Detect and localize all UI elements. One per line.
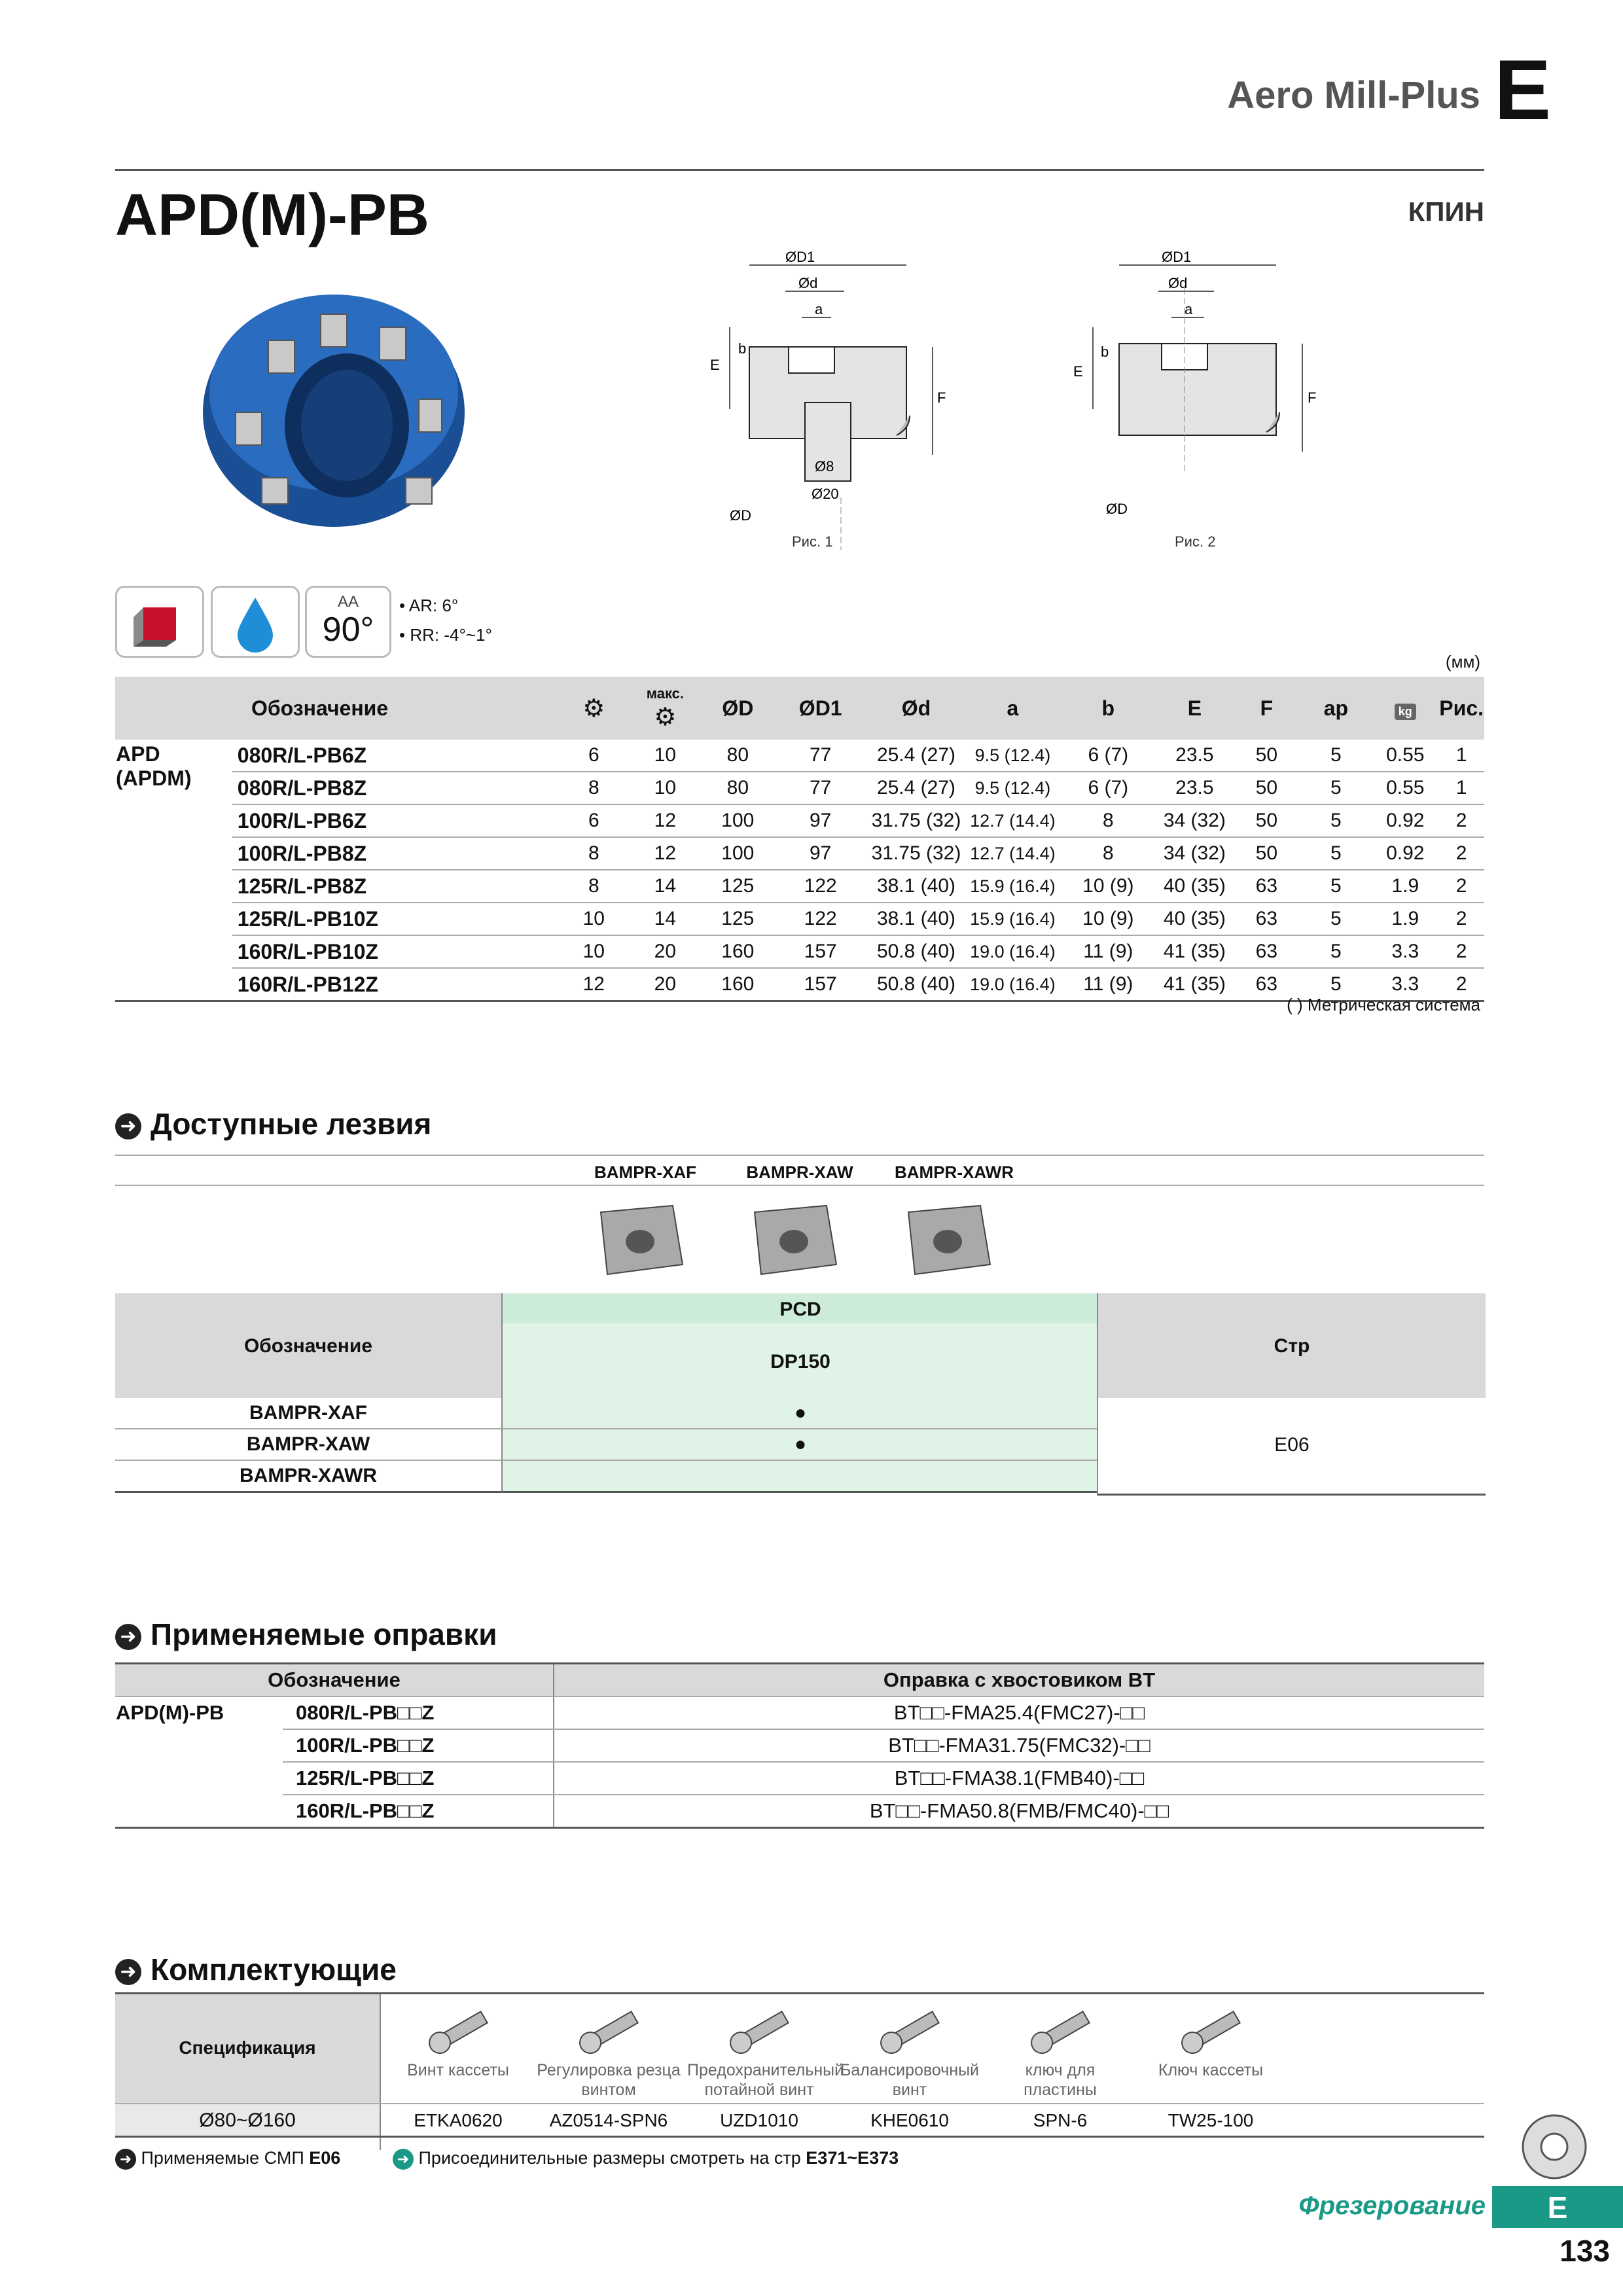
header-designation: Обозначение [115,677,524,740]
value-cell: 34 (32) [1156,837,1234,870]
blade-name-2: BAMPR-XAW [746,1162,853,1182]
value-cell: 8 [1060,804,1156,837]
value-cell: 0.92 [1372,837,1438,870]
accessory-code: KHE0610 [870,2110,949,2130]
blades-divider [115,1155,1484,1156]
section-letter: E [1494,42,1551,137]
value-cell: 1 [1438,740,1484,772]
value-cell: 8 [559,870,628,903]
blade-image-1 [601,1206,683,1274]
value-cell: 2 [1438,870,1484,903]
series-title: Aero Mill-Plus [1227,74,1480,117]
arbors-section-title [115,1617,497,1652]
accessory-label [687,2060,844,2100]
value-cell: 5 [1300,772,1372,804]
fig2-b-label: b [1101,344,1109,360]
footer-letter-tab [1492,2186,1623,2228]
blade-name-3: BAMPR-XAWR [895,1162,1014,1182]
accessories-spec-header: Спецификация [179,2037,316,2058]
value-cell: 34 (32) [1156,804,1234,837]
accessory-label-line2: потайной винт [704,2081,814,2099]
value-cell: 31.75 (32) [867,837,965,870]
accessory-label-line1: ключ для пластины [1024,2061,1097,2099]
value-cell: 2 [1438,804,1484,837]
value-cell: 10 [628,740,702,772]
balance-screw-icon [874,2004,952,2056]
arbors-header-holder: Оправка с хвостовиком BT [554,1664,1484,1697]
value-cell: 38.1 (40) [867,903,965,935]
accessories-title-text: Комплектующие [151,1952,397,1986]
value-cell: 97 [774,837,867,870]
cutter-thumbnail-icon [1518,2111,1590,2183]
fig2-E-label: E [1073,363,1083,380]
gear-icon: ⚙ [582,694,605,723]
value-cell: 0.92 [1372,804,1438,837]
value-cell: 9.5 (12.4) [965,772,1060,804]
arbor-holder: BT□□-FMA38.1(FMB40)-□□ [554,1762,1484,1795]
value-cell: 20 [628,968,702,1001]
accessory-label [838,2060,982,2100]
brand-label: КПИН [1408,196,1484,227]
arbor-designation: 160R/L-PB□□Z [283,1795,554,1828]
accessory-code: SPN-6 [1033,2110,1088,2130]
cutter-image [190,268,478,543]
fig1-D1-label: ØD1 [785,249,815,265]
accessory-label [988,2060,1132,2100]
value-cell: 63 [1233,903,1300,935]
figure-1-drawing [681,249,955,556]
group-label-line1: APD [116,742,160,766]
fig1-d8-label: Ø8 [815,458,834,475]
value-cell: 15.9 (16.4) [965,870,1060,903]
material-icon [115,586,204,658]
value-cell: 23.5 [1156,740,1234,772]
table-row [115,935,1484,968]
value-cell: 2 [1438,935,1484,968]
accessory-label [386,2060,530,2080]
value-cell: 12 [628,837,702,870]
value-cell: 9.5 (12.4) [965,740,1060,772]
value-cell: 20 [628,935,702,968]
accessory-label-line2: винт [892,2081,927,2099]
header-D1: ØD1 [774,677,867,740]
blade-images [568,1193,1031,1291]
value-cell: 5 [1300,935,1372,968]
aa-label: AA [337,593,359,611]
value-cell: 5 [1300,903,1372,935]
header-a: a [965,677,1060,740]
value-cell: 6 (7) [1060,740,1156,772]
page-header: Стр [1274,1335,1310,1357]
arbor-holder: BT□□-FMA25.4(FMC27)-□□ [554,1696,1484,1729]
arbor-designation: 080R/L-PB□□Z [283,1696,554,1729]
page-ref-cell [1097,1398,1486,1496]
accessory-label-line1: Винт кассеты [407,2061,509,2079]
accessory-label-line1: Балансировочный [840,2061,979,2079]
table-row [115,740,1484,772]
designation-cell: 080R/L-PB6Z [232,740,560,772]
table-row [115,1696,1484,1729]
accessory-code: TW25-100 [1168,2110,1254,2130]
value-cell: 12 [559,968,628,1001]
radial-rake: • RR: -4°~1° [399,625,492,645]
value-cell: 122 [774,870,867,903]
value-cell: 157 [774,935,867,968]
designation-cell: 125R/L-PB10Z [232,903,560,935]
value-cell: 125 [702,903,774,935]
page-ref: E06 [1274,1434,1310,1456]
table-row [115,1762,1484,1795]
value-cell: 41 (35) [1156,968,1234,1001]
value-cell: 19.0 (16.4) [965,968,1060,1001]
value-cell: 50.8 (40) [867,935,965,968]
accessory-code: ETKA0620 [414,2110,503,2130]
arbors-header-row [115,1664,1484,1697]
table-row [115,772,1484,804]
page-header-cell [1097,1293,1486,1398]
unit-label: (мм) [1445,652,1480,672]
designation-cell: 125R/L-PB8Z [232,870,560,903]
header-d: Ød [867,677,965,740]
arbor-holder: BT□□-FMA31.75(FMC32)-□□ [554,1729,1484,1762]
value-cell: 77 [774,740,867,772]
header-b: b [1060,677,1156,740]
blades-section-title [115,1106,431,1141]
main-spec-table [115,677,1484,1002]
accessory-label-line1: Регулировка резца [537,2061,681,2079]
group-label [115,740,232,1001]
arbor-designation: 100R/L-PB□□Z [283,1729,554,1762]
value-cell: 2 [1438,837,1484,870]
axial-rake: • AR: 6° [399,596,459,615]
value-cell: 12 [628,804,702,837]
pcd-header-cell [501,1293,1098,1323]
fig1-caption: Рис. 1 [792,533,833,550]
value-cell: 50 [1233,804,1300,837]
table-row [115,1795,1484,1828]
table-row [115,804,1484,837]
value-cell: 19.0 (16.4) [965,935,1060,968]
value-cell: 10 [628,772,702,804]
arbor-holder: BT□□-FMA50.8(FMB/FMC40)-□□ [554,1795,1484,1828]
table-row [115,968,1484,1001]
value-cell: 157 [774,968,867,1001]
designation-cell: 080R/L-PB8Z [232,772,560,804]
grade-header: DP150 [770,1351,830,1372]
arbors-header-designation: Обозначение [115,1664,554,1697]
value-cell: 6 [559,804,628,837]
value-cell: 25.4 (27) [867,772,965,804]
arbor-designation: 125R/L-PB□□Z [283,1762,554,1795]
max-label: макс. [646,685,685,702]
header-ap: ap [1300,677,1372,740]
value-cell: 8 [559,837,628,870]
spindle-icon: ⚙ [654,703,677,731]
accessories-section-title [115,1952,397,1987]
designation-cell: 100R/L-PB6Z [232,804,560,837]
designation-cell: 160R/L-PB12Z [232,968,560,1001]
blade-name-1: BAMPR-XAF [594,1162,696,1182]
smp-note [115,2148,340,2170]
table-row [115,837,1484,870]
value-cell: 50.8 (40) [867,968,965,1001]
value-cell: 5 [1300,870,1372,903]
connection-note [393,2148,899,2170]
value-cell: 5 [1300,837,1372,870]
value-cell: 23.5 [1156,772,1234,804]
fig1-D-label: ØD [730,507,751,524]
value-cell: 50 [1233,740,1300,772]
value-cell: 5 [1300,740,1372,772]
blade-row-name: BAMPR-XAW [115,1429,501,1461]
connection-label: Присоединительные размеры смотреть на стр [418,2148,801,2168]
page-title: APD(M)-PB [115,183,429,248]
value-cell: 63 [1233,870,1300,903]
accessory-label-line1: Ключ кассеты [1158,2061,1264,2079]
table-row [115,903,1484,935]
value-cell: 15.9 (16.4) [965,903,1060,935]
fig1-d-label: Ød [798,275,818,291]
blade-row-availability: ● [501,1398,1098,1429]
value-cell: 5 [1300,804,1372,837]
accessory-label [1139,2060,1283,2080]
value-cell: 80 [702,740,774,772]
value-cell: 3.3 [1372,968,1438,1001]
accessory-code: UZD1010 [720,2110,798,2130]
accessory-label-line2: винтом [581,2081,636,2099]
blade-row-name: BAMPR-XAWR [115,1461,501,1493]
adjust-screw-icon [573,2004,651,2056]
header-max-rpm [628,677,702,740]
blades-divider-2 [115,1185,1484,1186]
fig2-d-label: Ød [1168,275,1188,291]
table-row [115,870,1484,903]
value-cell: 77 [774,772,867,804]
value-cell: 41 (35) [1156,935,1234,968]
approach-angle-box [305,586,391,658]
value-cell: 5 [1300,968,1372,1001]
value-cell: 6 [559,740,628,772]
value-cell: 50 [1233,837,1300,870]
accessory-label-line1: Предохранительный [687,2061,844,2079]
value-cell: 122 [774,903,867,935]
value-cell: 10 [559,935,628,968]
arrow-icon: ➜ [393,2149,414,2170]
value-cell: 50 [1233,772,1300,804]
value-cell: 100 [702,837,774,870]
fig2-D1-label: ØD1 [1162,249,1192,265]
fig1-E-label: E [710,357,720,373]
fig2-a-label: a [1185,301,1193,317]
blades-header-designation-cell [115,1293,501,1398]
value-cell: 2 [1438,968,1484,1001]
blade-row-availability [501,1461,1098,1493]
value-cell: 11 (9) [1060,935,1156,968]
header-E: E [1156,677,1234,740]
blade-image-2 [755,1206,836,1274]
blade-image-3 [908,1206,990,1274]
smp-label: Применяемые СМП [141,2148,304,2168]
value-cell: 10 (9) [1060,870,1156,903]
value-cell: 63 [1233,968,1300,1001]
header-divider [115,169,1484,171]
designation-cell: 160R/L-PB10Z [232,935,560,968]
screw-icon [422,2004,501,2056]
metric-footnote: ( ) Метрическая система [1287,995,1480,1014]
connection-ref[interactable]: E371~E373 [806,2148,899,2168]
wrench-icon [1024,2004,1103,2056]
value-cell: 125 [702,870,774,903]
accessory-code: AZ0514-SPN6 [549,2110,668,2130]
value-cell: 80 [702,772,774,804]
footer-category: Фрезерование [1298,2191,1486,2220]
value-cell: 38.1 (40) [867,870,965,903]
arrow-icon: ➜ [115,1624,141,1650]
value-cell: 160 [702,935,774,968]
value-cell: 25.4 (27) [867,740,965,772]
value-cell: 8 [1060,837,1156,870]
weight-icon: kg [1395,704,1416,720]
pcd-header: PCD [779,1299,821,1320]
arbors-table [115,1662,1484,1829]
accessory-label [537,2060,681,2100]
value-cell: 0.55 [1372,772,1438,804]
fig1-a-label: a [815,301,823,317]
accessories-col-divider [380,1994,381,2150]
table-row [115,1729,1484,1762]
value-cell: 1.9 [1372,903,1438,935]
value-cell: 14 [628,870,702,903]
figure-2-drawing [1060,249,1335,556]
value-cell: 31.75 (32) [867,804,965,837]
table-header-row [115,677,1484,740]
accessories-spec-cell [115,1994,380,2103]
arbor-group-label: APD(M)-PB [115,1696,283,1828]
value-cell: 10 (9) [1060,903,1156,935]
header-F: F [1233,677,1300,740]
range-value: Ø80~Ø160 [199,2109,296,2131]
arbors-title-text: Применяемые оправки [151,1617,497,1651]
grade-header-cell [501,1323,1098,1398]
arrow-icon: ➜ [115,1959,141,1985]
fig1-d20-label: Ø20 [812,486,839,502]
value-cell: 97 [774,804,867,837]
footer-letter: E [1547,2191,1568,2225]
value-cell: 6 (7) [1060,772,1156,804]
value-cell: 12.7 (14.4) [965,804,1060,837]
blade-row-name: BAMPR-XAF [115,1398,501,1429]
value-cell: 3.3 [1372,935,1438,968]
header-fig: Рис. [1438,677,1484,740]
fig1-F-label: F [937,389,946,406]
fig2-D-label: ØD [1106,501,1128,517]
blade-row-availability: ● [501,1429,1098,1461]
aa-value: 90° [322,611,374,649]
value-cell: 63 [1233,935,1300,968]
blades-header-designation: Обозначение [243,1335,373,1357]
value-cell: 100 [702,804,774,837]
coolant-icon [211,586,300,658]
value-cell: 12.7 (14.4) [965,837,1060,870]
value-cell: 1 [1438,772,1484,804]
value-cell: 10 [559,903,628,935]
fig2-caption: Рис. 2 [1175,533,1216,550]
value-cell: 0.55 [1372,740,1438,772]
value-cell: 11 (9) [1060,968,1156,1001]
header-teeth-icon [559,677,628,740]
designation-cell: 100R/L-PB8Z [232,837,560,870]
group-label-line2: (APDM) [116,766,192,790]
blades-title-text: Доступные лезвия [151,1107,432,1141]
range-cell [115,2104,380,2136]
value-cell: 1.9 [1372,870,1438,903]
value-cell: 160 [702,968,774,1001]
torx-key-icon [1175,2004,1253,2056]
fig2-F-label: F [1308,389,1317,406]
page-number: 133 [1560,2234,1610,2268]
value-cell: 2 [1438,903,1484,935]
value-cell: 8 [559,772,628,804]
accessories-bottom-rule [115,2136,1484,2138]
header-D: ØD [702,677,774,740]
smp-ref[interactable]: E06 [309,2148,341,2168]
value-cell: 14 [628,903,702,935]
header-weight [1372,677,1438,740]
value-cell: 40 (35) [1156,903,1234,935]
arrow-icon: ➜ [115,1113,141,1139]
arrow-icon: ➜ [115,2149,136,2170]
set-screw-icon [723,2004,802,2056]
fig1-b-label: b [738,340,747,357]
value-cell: 40 (35) [1156,870,1234,903]
